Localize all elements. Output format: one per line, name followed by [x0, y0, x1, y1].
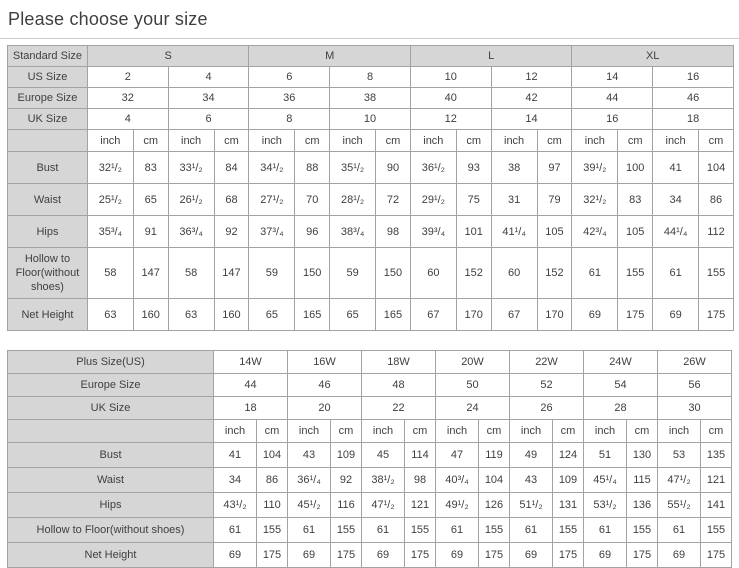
size-cell: 28 — [584, 397, 658, 420]
size-cell: 12 — [410, 109, 491, 130]
unit-cell: inch — [653, 130, 699, 152]
measure-cell: 104 — [479, 468, 510, 493]
size-cell: 32 — [87, 88, 168, 109]
unit-cell: inch — [249, 130, 295, 152]
measure-cell: 34 — [214, 468, 257, 493]
measure-cell: 61 — [288, 518, 331, 543]
measure-cell: 86 — [699, 184, 734, 216]
header-row — [8, 374, 732, 397]
measure-cell: 70 — [295, 184, 330, 216]
measure-cell: 175 — [618, 299, 653, 331]
row-label: UK Size — [8, 397, 214, 420]
measure-cell: 31 — [491, 184, 537, 216]
size-cell: M — [249, 46, 411, 67]
unit-cell: inch — [362, 420, 405, 443]
size-cell: 8 — [249, 109, 330, 130]
measure-cell: 36³/₄ — [168, 216, 214, 248]
header-row — [8, 109, 734, 130]
measure-cell: 51¹/₂ — [510, 493, 553, 518]
measure-cell: 96 — [295, 216, 330, 248]
size-cell: 4 — [168, 67, 249, 88]
measure-cell: 45¹/₄ — [584, 468, 627, 493]
measure-cell: 98 — [405, 468, 436, 493]
measure-cell: 109 — [331, 443, 362, 468]
measure-cell: 110 — [257, 493, 288, 518]
measure-cell: 112 — [699, 216, 734, 248]
page-title: Please choose your size — [8, 9, 208, 29]
measure-cell: 39³/₄ — [410, 216, 456, 248]
measure-cell: 69 — [362, 543, 405, 568]
measure-cell: 59 — [249, 248, 295, 299]
size-cell: 6 — [168, 109, 249, 130]
size-cell: 14 — [572, 67, 653, 88]
size-cell: 22W — [510, 351, 584, 374]
measure-cell: 147 — [214, 248, 249, 299]
measure-cell: 126 — [479, 493, 510, 518]
measure-cell: 47 — [436, 443, 479, 468]
measure-cell: 119 — [479, 443, 510, 468]
size-cell: 26W — [658, 351, 732, 374]
measure-cell: 26¹/₂ — [168, 184, 214, 216]
row-label: US Size — [8, 67, 88, 88]
measure-cell: 72 — [376, 184, 411, 216]
measure-cell: 92 — [331, 468, 362, 493]
size-cell: S — [87, 46, 249, 67]
measure-cell: 79 — [537, 184, 572, 216]
measure-cell: 69 — [288, 543, 331, 568]
row-label — [8, 420, 214, 443]
measure-cell: 67 — [410, 299, 456, 331]
unit-cell: inch — [330, 130, 376, 152]
unit-cell: cm — [627, 420, 658, 443]
measure-cell: 51 — [584, 443, 627, 468]
unit-row — [8, 420, 732, 443]
measure-cell: 175 — [331, 543, 362, 568]
unit-cell: inch — [410, 130, 456, 152]
size-cell: 16 — [653, 67, 734, 88]
measure-cell: 32¹/₂ — [572, 184, 618, 216]
measure-cell: 175 — [405, 543, 436, 568]
size-cell: 6 — [249, 67, 330, 88]
measure-cell: 45¹/₂ — [288, 493, 331, 518]
size-cell: 18 — [214, 397, 288, 420]
measure-cell: 69 — [436, 543, 479, 568]
unit-cell: cm — [214, 130, 249, 152]
measure-row — [8, 184, 734, 216]
measure-cell: 49 — [510, 443, 553, 468]
size-cell: 24W — [584, 351, 658, 374]
measure-cell: 141 — [701, 493, 732, 518]
measure-row — [8, 443, 732, 468]
measure-row — [8, 543, 732, 568]
size-cell: 20W — [436, 351, 510, 374]
measure-cell: 105 — [618, 216, 653, 248]
measure-cell: 100 — [618, 152, 653, 184]
size-cell: 46 — [288, 374, 362, 397]
row-label: Hollow to Floor(without shoes) — [8, 248, 88, 299]
unit-cell: cm — [405, 420, 436, 443]
measure-cell: 155 — [699, 248, 734, 299]
size-cell: 14W — [214, 351, 288, 374]
row-label: Net Height — [8, 543, 214, 568]
measure-cell: 47¹/₂ — [362, 493, 405, 518]
unit-cell: cm — [699, 130, 734, 152]
measure-cell: 121 — [701, 468, 732, 493]
measure-cell: 63 — [87, 299, 133, 331]
measure-row — [8, 152, 734, 184]
size-cell: 18W — [362, 351, 436, 374]
size-cell: 16 — [572, 109, 653, 130]
measure-cell: 93 — [456, 152, 491, 184]
measure-cell: 175 — [627, 543, 658, 568]
measure-cell: 61 — [658, 518, 701, 543]
measure-cell: 68 — [214, 184, 249, 216]
measure-cell: 124 — [553, 443, 584, 468]
row-label: Waist — [8, 468, 214, 493]
measure-cell: 155 — [618, 248, 653, 299]
row-label: Bust — [8, 152, 88, 184]
measure-cell: 152 — [456, 248, 491, 299]
unit-cell: cm — [553, 420, 584, 443]
row-label: UK Size — [8, 109, 88, 130]
unit-cell: inch — [658, 420, 701, 443]
measure-cell: 38¹/₂ — [362, 468, 405, 493]
measure-cell: 130 — [627, 443, 658, 468]
measure-cell: 104 — [699, 152, 734, 184]
measure-cell: 69 — [214, 543, 257, 568]
measure-cell: 63 — [168, 299, 214, 331]
measure-row — [8, 493, 732, 518]
size-cell: 8 — [330, 67, 411, 88]
measure-cell: 109 — [553, 468, 584, 493]
measure-cell: 35³/₄ — [87, 216, 133, 248]
measure-cell: 43 — [288, 443, 331, 468]
measure-cell: 60 — [491, 248, 537, 299]
unit-cell: inch — [491, 130, 537, 152]
size-cell: L — [410, 46, 572, 67]
header-row — [8, 67, 734, 88]
measure-cell: 175 — [257, 543, 288, 568]
measure-cell: 69 — [653, 299, 699, 331]
measure-row — [8, 216, 734, 248]
measure-cell: 135 — [701, 443, 732, 468]
row-label: Hollow to Floor(without shoes) — [8, 518, 214, 543]
measure-cell: 92 — [214, 216, 249, 248]
measure-cell: 69 — [572, 299, 618, 331]
size-charts-area — [0, 39, 739, 568]
measure-cell: 75 — [456, 184, 491, 216]
row-label: Standard Size — [8, 46, 88, 67]
measure-cell: 61 — [584, 518, 627, 543]
measure-cell: 160 — [133, 299, 168, 331]
measure-cell: 41 — [214, 443, 257, 468]
measure-cell: 97 — [537, 152, 572, 184]
measure-cell: 86 — [257, 468, 288, 493]
measure-cell: 121 — [405, 493, 436, 518]
unit-cell: inch — [214, 420, 257, 443]
header-row — [8, 88, 734, 109]
measure-cell: 155 — [553, 518, 584, 543]
size-cell: 46 — [653, 88, 734, 109]
size-cell: 42 — [491, 88, 572, 109]
size-cell: 4 — [87, 109, 168, 130]
size-cell: 50 — [436, 374, 510, 397]
measure-cell: 98 — [376, 216, 411, 248]
unit-cell: cm — [618, 130, 653, 152]
size-cell: 48 — [362, 374, 436, 397]
header-row — [8, 351, 732, 374]
measure-cell: 32¹/₂ — [87, 152, 133, 184]
measure-cell: 34 — [653, 184, 699, 216]
measure-cell: 170 — [456, 299, 491, 331]
header-row — [8, 397, 732, 420]
size-cell: 24 — [436, 397, 510, 420]
unit-cell: inch — [572, 130, 618, 152]
measure-cell: 43 — [510, 468, 553, 493]
measure-cell: 155 — [479, 518, 510, 543]
row-label: Hips — [8, 493, 214, 518]
measure-cell: 61 — [510, 518, 553, 543]
measure-cell: 42³/₄ — [572, 216, 618, 248]
unit-cell: cm — [701, 420, 732, 443]
size-cell: 2 — [87, 67, 168, 88]
measure-cell: 53¹/₂ — [584, 493, 627, 518]
measure-cell: 88 — [295, 152, 330, 184]
measure-cell: 61 — [436, 518, 479, 543]
measure-cell: 45 — [362, 443, 405, 468]
measure-cell: 91 — [133, 216, 168, 248]
size-cell: 10 — [330, 109, 411, 130]
unit-cell: inch — [168, 130, 214, 152]
measure-cell: 147 — [133, 248, 168, 299]
row-label: Waist — [8, 184, 88, 216]
measure-row — [8, 468, 732, 493]
measure-cell: 69 — [510, 543, 553, 568]
measure-cell: 43¹/₂ — [214, 493, 257, 518]
row-label: Plus Size(US) — [8, 351, 214, 374]
measure-cell: 39¹/₂ — [572, 152, 618, 184]
measure-cell: 34¹/₂ — [249, 152, 295, 184]
measure-cell: 49¹/₂ — [436, 493, 479, 518]
size-cell: 20 — [288, 397, 362, 420]
size-cell: 36 — [249, 88, 330, 109]
measure-cell: 101 — [456, 216, 491, 248]
measure-cell: 136 — [627, 493, 658, 518]
size-cell: 56 — [658, 374, 732, 397]
measure-cell: 83 — [133, 152, 168, 184]
header-row — [8, 46, 734, 67]
row-label: Europe Size — [8, 88, 88, 109]
unit-cell: inch — [510, 420, 553, 443]
unit-cell: inch — [87, 130, 133, 152]
size-cell: 44 — [214, 374, 288, 397]
row-label — [8, 130, 88, 152]
title-bar — [0, 0, 739, 39]
measure-cell: 175 — [699, 299, 734, 331]
measure-cell: 155 — [331, 518, 362, 543]
measure-cell: 175 — [553, 543, 584, 568]
size-cell: 30 — [658, 397, 732, 420]
size-cell: 22 — [362, 397, 436, 420]
size-cell: XL — [572, 46, 734, 67]
measure-cell: 35¹/₂ — [330, 152, 376, 184]
measure-cell: 165 — [376, 299, 411, 331]
measure-cell: 175 — [479, 543, 510, 568]
measure-cell: 150 — [295, 248, 330, 299]
unit-cell: cm — [537, 130, 572, 152]
size-cell: 14 — [491, 109, 572, 130]
measure-cell: 155 — [405, 518, 436, 543]
size-cell: 18 — [653, 109, 734, 130]
size-cell: 54 — [584, 374, 658, 397]
measure-cell: 160 — [214, 299, 249, 331]
measure-cell: 44¹/₄ — [653, 216, 699, 248]
measure-cell: 69 — [658, 543, 701, 568]
size-cell: 10 — [410, 67, 491, 88]
measure-cell: 55¹/₂ — [658, 493, 701, 518]
measure-cell: 59 — [330, 248, 376, 299]
measure-cell: 61 — [653, 248, 699, 299]
unit-cell: cm — [456, 130, 491, 152]
measure-cell: 38³/₄ — [330, 216, 376, 248]
row-label: Bust — [8, 443, 214, 468]
standard-size-table — [7, 45, 734, 331]
measure-cell: 37³/₄ — [249, 216, 295, 248]
measure-cell: 25¹/₂ — [87, 184, 133, 216]
measure-cell: 155 — [627, 518, 658, 543]
size-cell: 52 — [510, 374, 584, 397]
measure-cell: 114 — [405, 443, 436, 468]
measure-cell: 69 — [584, 543, 627, 568]
measure-cell: 155 — [701, 518, 732, 543]
size-cell: 44 — [572, 88, 653, 109]
measure-cell: 27¹/₂ — [249, 184, 295, 216]
measure-cell: 152 — [537, 248, 572, 299]
size-cell: 40 — [410, 88, 491, 109]
unit-cell: cm — [479, 420, 510, 443]
measure-cell: 84 — [214, 152, 249, 184]
measure-cell: 131 — [553, 493, 584, 518]
plus-size-table — [7, 350, 732, 568]
measure-cell: 40³/₄ — [436, 468, 479, 493]
measure-cell: 116 — [331, 493, 362, 518]
measure-cell: 36¹/₄ — [288, 468, 331, 493]
measure-cell: 65 — [330, 299, 376, 331]
measure-cell: 83 — [618, 184, 653, 216]
measure-cell: 61 — [572, 248, 618, 299]
measure-cell: 90 — [376, 152, 411, 184]
unit-cell: cm — [257, 420, 288, 443]
measure-cell: 29¹/₂ — [410, 184, 456, 216]
size-cell: 34 — [168, 88, 249, 109]
measure-cell: 175 — [701, 543, 732, 568]
measure-row — [8, 299, 734, 331]
measure-row — [8, 248, 734, 299]
measure-cell: 67 — [491, 299, 537, 331]
measure-cell: 170 — [537, 299, 572, 331]
unit-cell: cm — [331, 420, 362, 443]
measure-cell: 41 — [653, 152, 699, 184]
measure-cell: 33¹/₂ — [168, 152, 214, 184]
unit-cell: cm — [133, 130, 168, 152]
measure-cell: 28¹/₂ — [330, 184, 376, 216]
measure-cell: 65 — [249, 299, 295, 331]
size-cell: 16W — [288, 351, 362, 374]
size-cell: 38 — [330, 88, 411, 109]
unit-cell: inch — [584, 420, 627, 443]
measure-cell: 58 — [87, 248, 133, 299]
unit-cell: cm — [295, 130, 330, 152]
measure-cell: 155 — [257, 518, 288, 543]
measure-cell: 53 — [658, 443, 701, 468]
size-cell: 12 — [491, 67, 572, 88]
row-label: Europe Size — [8, 374, 214, 397]
measure-cell: 61 — [362, 518, 405, 543]
measure-cell: 61 — [214, 518, 257, 543]
measure-cell: 38 — [491, 152, 537, 184]
measure-cell: 165 — [295, 299, 330, 331]
measure-cell: 36¹/₂ — [410, 152, 456, 184]
unit-cell: inch — [436, 420, 479, 443]
measure-cell: 47¹/₂ — [658, 468, 701, 493]
measure-row — [8, 518, 732, 543]
unit-row — [8, 130, 734, 152]
measure-cell: 41¹/₄ — [491, 216, 537, 248]
size-cell: 26 — [510, 397, 584, 420]
unit-cell: inch — [288, 420, 331, 443]
row-label: Hips — [8, 216, 88, 248]
measure-cell: 65 — [133, 184, 168, 216]
measure-cell: 115 — [627, 468, 658, 493]
measure-cell: 104 — [257, 443, 288, 468]
measure-cell: 105 — [537, 216, 572, 248]
unit-cell: cm — [376, 130, 411, 152]
measure-cell: 58 — [168, 248, 214, 299]
measure-cell: 150 — [376, 248, 411, 299]
measure-cell: 60 — [410, 248, 456, 299]
row-label: Net Height — [8, 299, 88, 331]
